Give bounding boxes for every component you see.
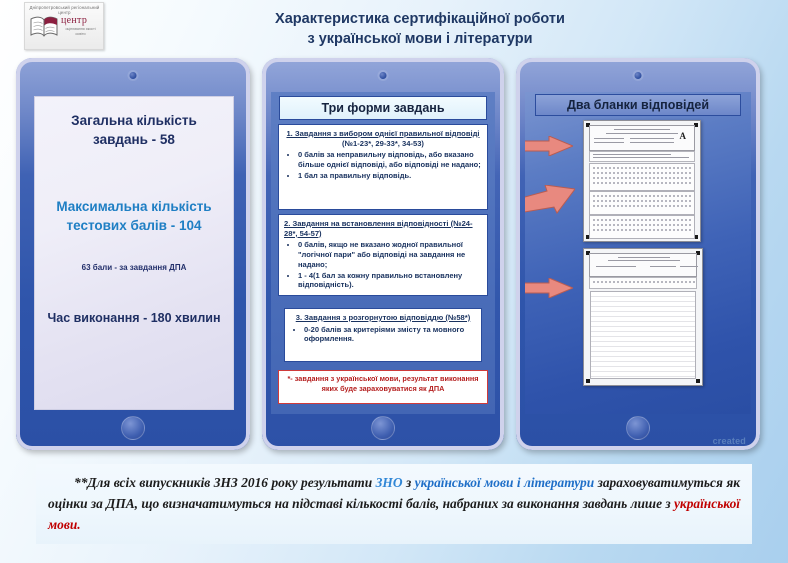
- task-form-3-title-underlined: 3. Завдання з розгорнутою відповіддю (№58*): [295, 313, 471, 322]
- organization-logo: [24, 2, 104, 50]
- footer-part2: з: [402, 475, 415, 490]
- page-title-line1: Характеристика сертифікаційної роботи: [275, 11, 565, 27]
- logo-sub-text: оцінювання якості освіти: [65, 27, 96, 36]
- max-score-text: Максимальна кількість тестових балів - 104: [56, 199, 212, 233]
- left-tablet: [16, 58, 250, 450]
- task-form-1-title-underlined: 1. Завдання з вибором однієї правильної відповіді: [286, 129, 480, 138]
- list-item: • 0 балів за неправильну відповідь, або вказано більше однієї відповіді, або відповіді не надано;: [298, 150, 482, 170]
- list-item: • 0-20 балів за критеріями змісту та мовного оформлення.: [304, 325, 476, 345]
- list-item: • 1 бал за правильну відповідь.: [298, 171, 482, 181]
- footer-highlight-language: української мови.: [48, 496, 740, 532]
- list-item: • 1 - 4(1 бал за кожну правильно встановлену відповідність).: [298, 271, 482, 291]
- logo-center-text: центр: [61, 15, 88, 26]
- watermark-text: created: [712, 436, 746, 446]
- dpa-score-text: 63 бали - за завдання ДПА: [81, 263, 187, 272]
- footer-note: [36, 464, 752, 544]
- middle-tablet: [262, 58, 504, 450]
- total-tasks-text: Загальна кількість завдань - 58: [71, 113, 197, 147]
- open-book-icon: [29, 13, 59, 39]
- list-item: • 0 балів, якщо не вказано жодної правильної "логічної пари" або відповіді на завдання не надано;: [298, 240, 482, 269]
- answer-sheet-a-letter: А: [679, 131, 686, 141]
- footer-part3: зараховуватимуться як оцінки за ДПА, що визначатимуться на підставі кількості балів, набраних за виконання завдань лише з: [48, 475, 741, 511]
- middle-tablet-bezel: [262, 58, 504, 450]
- logo-top-text: Дніпропетровський регіональний центр: [29, 5, 100, 15]
- right-tablet: [516, 58, 760, 450]
- asterisk-note: *- завдання з української мови, результат виконання яких буде зараховуватися як ДПА: [278, 370, 488, 404]
- footer-highlight-language-literature: української мови і літератури: [414, 475, 595, 490]
- duration-text: Час виконання - 180 хвилин: [47, 311, 221, 325]
- task-forms-header: Три форми завдань: [279, 96, 487, 120]
- task-form-2-title-underlined: 2. Завдання на встановлення відповідності (№24-28*, 54-57): [284, 219, 473, 238]
- footer-zno: ЗНО: [375, 475, 403, 490]
- footer-part1: **Для всіх випускників ЗНЗ 2016 року результати: [74, 475, 376, 490]
- page-title: [230, 9, 610, 49]
- right-tablet-bezel: [516, 58, 760, 450]
- left-tablet-bezel: [16, 58, 250, 450]
- answer-sheets-header: Два бланки відповідей: [535, 94, 741, 116]
- page-title-line2: з української мови і літератури: [307, 31, 533, 47]
- task-form-1-title-rest: (№1-23*, 29-33*, 34-53): [342, 138, 424, 148]
